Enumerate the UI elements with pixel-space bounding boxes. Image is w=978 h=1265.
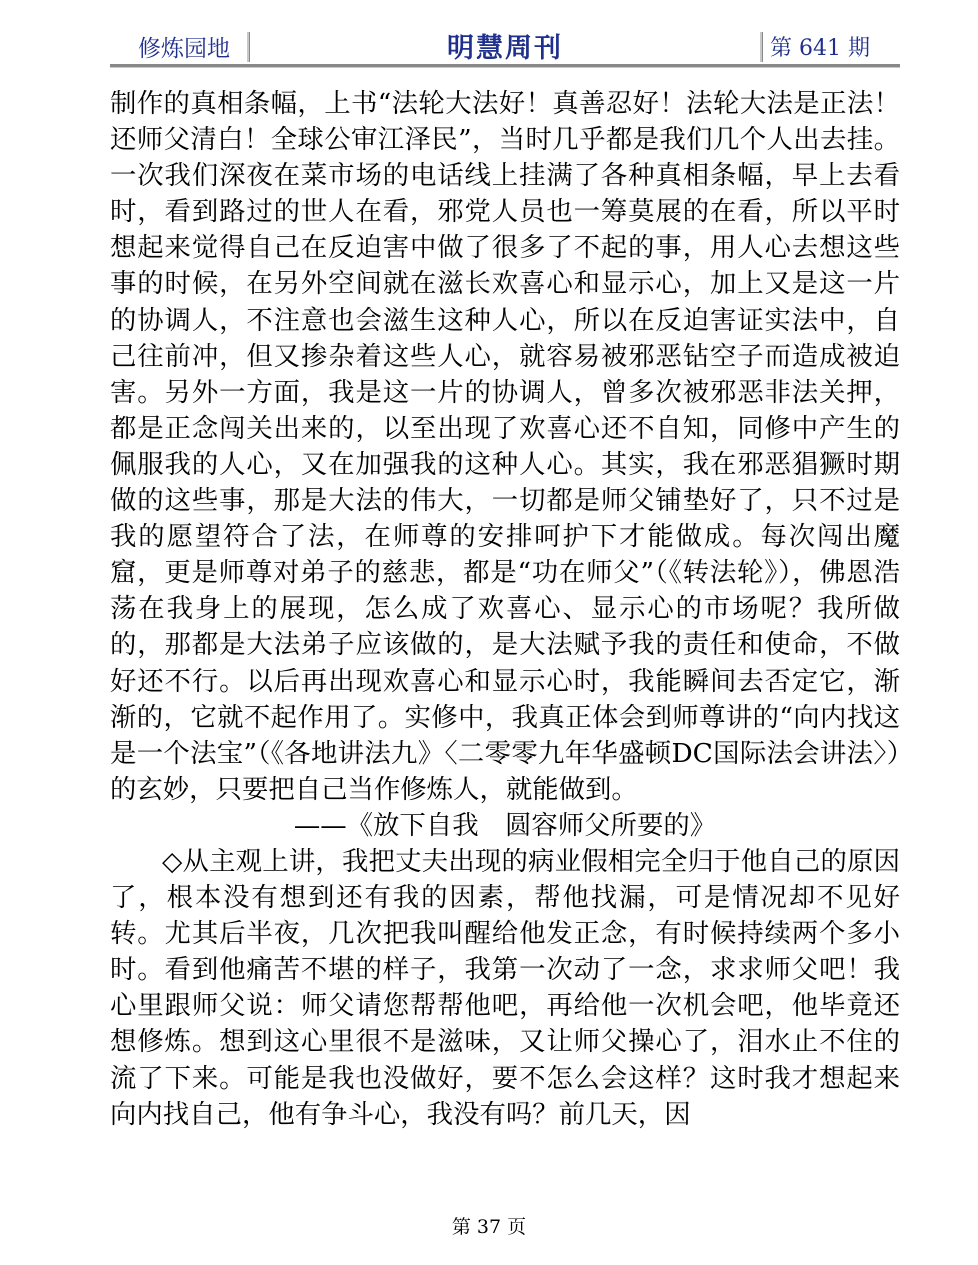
page-number: 第 37 页 bbox=[451, 1216, 527, 1238]
page-header bbox=[110, 24, 900, 68]
section-label: 修炼园地 bbox=[138, 36, 230, 62]
issue-number: 第 641 期 bbox=[770, 36, 870, 61]
header-divider-right bbox=[760, 32, 763, 62]
body-paragraph: 制作的真相条幅，上书“法轮大法好！真善忍好！法轮大法是正法！还师父清白！全球公审江泽民”，当时几乎都是我们几个人出去挂。一次我们深夜在菜市场的电话线上挂满了各种真相条幅，早上去看时，看到路过的世人在看，邪党人员也一筹莫展的在看，所以平时想起来觉得自己在反迫害中做了很多了不起的事，用人心去想这些事的时候，在另外空间就在滋长欢喜心和显示心，加上又是这一片的协调人，不注意也会滋生这种人心，所以在反迫害证实法中，自己往前冲，但又掺杂着这些人心，就容易被邪恶钻空子而造成被迫害。另外一方面，我是这一片的协调人，曾多次被邪恶非法关押，都是正念闯关出来的，以至出现了欢喜心还不自知，同修中产生的佩服我的人心，又在加强我的这种人心。其实，我在邪恶猖獗时期做的这些事，那是大法的伟大，一切都是师父铺垫好了，只不过是我的愿望符合了法，在师尊的安排呵护下才能做成。每次闯出魔窟，更是师尊对弟子的慈悲，都是“功在师父”（《转法轮》），佛恩浩荡在我身上的展现，怎么成了欢喜心、显示心的市场呢？我所做的，那都是大法弟子应该做的，是大法赋予我的责任和使命，不做好还不行。以后再出现欢喜心和显示心时，我能瞬间去否定它，渐渐的，它就不起作用了。实修中，我真正体会到师尊讲的“向内找这是一个法宝”（《各地讲法九》〈二零零九年华盛顿DC国际法会讲法〉）的玄妙，只要把自己当作修炼人，就能做到。 bbox=[110, 88, 900, 805]
article-body bbox=[110, 86, 900, 1133]
article-signature: ——《放下自我 圆容师父所要的》 bbox=[293, 809, 717, 841]
body-paragraph: ◇从主观上讲，我把丈夫出现的病业假相完全归于他自己的原因了，根本没有想到还有我的因素，帮他找漏，可是情况却不见好转。尤其后半夜，几次把我叫醒给他发正念，有时候持续两个多小时。看到他痛苦不堪的样子，我第一次动了一念，求求师父吧！我心里跟师父说：师父请您帮帮他吧，再给他一次机会吧，他毕竟还想修炼。想到这心里很不是滋味，又让师父操心了，泪水止不住的流了下来。可能是我也没做好，要不怎么会这样？这时我才想起来向内找自己，他有争斗心，我没有吗？前几天，因 bbox=[110, 845, 900, 1130]
header-rule bbox=[110, 64, 900, 68]
publication-title: 明慧周刊 bbox=[447, 33, 563, 64]
